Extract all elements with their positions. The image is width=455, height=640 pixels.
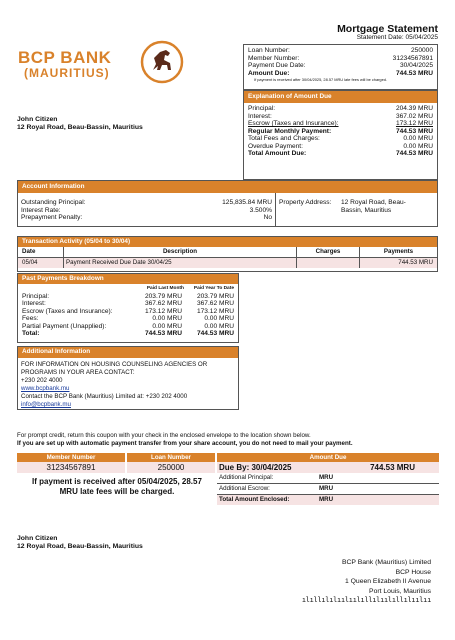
explanation-value: 367.02 MRU	[395, 112, 433, 120]
due-date-label: Payment Due Date:	[248, 62, 306, 70]
contact-info: Contact the BCP Bank (Mauritius) Limited at: +230 202 4000	[21, 393, 188, 401]
explanation-row	[248, 128, 433, 136]
due-date-value: 30/04/2025	[399, 62, 433, 70]
paid-last-month-value: 744.53 MRU	[144, 330, 182, 338]
coupon-due-by: Due By: 30/04/2025	[219, 463, 292, 472]
paid-last-month-value: 367.62 MRU	[144, 300, 182, 308]
explanation-label: Escrow (Taxes and Insurance):	[248, 120, 339, 128]
past-payment-label: Fees:	[22, 315, 39, 323]
col-payments: Payments	[383, 248, 414, 256]
coupon-loan-number: 250000	[127, 462, 215, 473]
row-date: 05/04	[18, 257, 64, 268]
bank-address-line1: BCP House	[395, 568, 431, 576]
row-payments: 744.53 MRU	[398, 259, 433, 267]
statement-title: Mortgage Statement	[337, 23, 438, 35]
past-payment-label: Total:	[22, 330, 40, 338]
transaction-activity-box	[17, 236, 438, 272]
brand-subname: (MAURITIUS)	[24, 66, 110, 80]
paid-last-month-value: 0.00 MRU	[152, 322, 182, 330]
paid-ytd-value: 0.00 MRU	[204, 315, 234, 323]
bank-name: BCP Bank (Mauritius) Limited	[341, 559, 431, 566]
mailing-customer-address: 12 Royal Road, Beau-Bassin, Mauritius	[17, 543, 143, 550]
outstanding-principal-label: Outstanding Principal:	[21, 199, 86, 206]
row-charges	[297, 257, 360, 268]
interest-rate-value: 3.500%	[249, 206, 272, 214]
past-payments-box	[17, 273, 239, 343]
additional-principal-label: Additional Principal:	[219, 474, 274, 481]
bank-logo	[14, 48, 204, 88]
brand-name: BCP BANK	[18, 48, 112, 67]
explanation-label: Total Amount Due:	[248, 150, 307, 158]
member-number-value: 31234567891	[392, 54, 433, 62]
paid-ytd-value: 367.62 MRU	[196, 300, 234, 308]
customer-address: 12 Royal Road, Beau-Bassin, Mauritius	[17, 124, 143, 131]
statement-date: Statement Date: 05/04/2025	[356, 34, 438, 41]
col-description: Description	[64, 247, 297, 257]
past-payment-row	[22, 315, 234, 323]
paid-last-month-value: 203.79 MRU	[144, 292, 182, 300]
amount-due-header: Amount Due	[217, 453, 439, 462]
paid-ytd-value: 744.53 MRU	[196, 330, 234, 338]
late-fee-note: If payment is received after 30/04/2025, 28.57 MRU late fees will be charged.	[254, 77, 388, 83]
prepayment-penalty-label: Prepayment Penalty:	[21, 214, 83, 222]
amount-due-value: 744.53 MRU	[395, 69, 433, 77]
past-payment-row	[22, 330, 234, 338]
transaction-table	[18, 247, 437, 268]
account-info-title: Account Information	[18, 181, 437, 193]
outstanding-principal-value: 125,835.84 MRU	[222, 199, 272, 206]
explanation-row	[248, 113, 433, 121]
additional-principal-field[interactable]: MRU	[319, 474, 334, 481]
paid-last-month-value: 0.00 MRU	[152, 315, 182, 323]
row-description: Payment Received Due Date 30/04/25	[64, 257, 297, 268]
auto-payment-note: If you are set up with automatic payment transfer from your share account, you do not need to mail your payment.	[17, 440, 353, 447]
explanation-value: 744.53 MRU	[395, 127, 433, 135]
paid-last-month-header: Paid Last Month	[146, 286, 184, 291]
loan-number-label: Loan Number:	[248, 47, 290, 54]
explanation-label: Total Fees and Charges:	[248, 135, 320, 143]
amount-due-label: Amount Due:	[248, 69, 290, 77]
loan-number-value: 250000	[410, 47, 433, 54]
bank-address-line2: 1 Queen Elizabeth II Avenue	[344, 578, 431, 586]
coupon-member-number: 31234567891	[17, 462, 125, 473]
email-link[interactable]: info@bcpbank.mu	[21, 401, 71, 409]
website-link[interactable]: www.bcpbank.mu	[21, 385, 70, 393]
explanation-value: 0.00 MRU	[403, 135, 433, 143]
explanation-value: 204.39 MRU	[395, 105, 433, 112]
explanation-value: 744.53 MRU	[395, 150, 433, 158]
paid-ytd-value: 203.79 MRU	[196, 292, 234, 300]
explanation-label: Principal:	[248, 105, 276, 112]
past-payment-row	[22, 308, 234, 316]
prepayment-penalty-value: No	[263, 214, 272, 222]
additional-escrow-label: Additional Escrow:	[219, 485, 270, 492]
explanation-value: 0.00 MRU	[403, 142, 433, 150]
col-date: Date	[18, 247, 64, 257]
customer-name: John Citizen	[17, 116, 58, 123]
past-payments-title: Past Payments Breakdown	[18, 274, 238, 284]
explanation-box	[243, 90, 438, 180]
bank-mailing-address	[302, 558, 431, 606]
past-payment-label: Escrow (Taxes and Insurance):	[22, 307, 113, 315]
counseling-info: FOR INFORMATION ON HOUSING COUNSELING AGENCIES OR PROGRAMS IN YOUR AREA CONTACT:	[21, 361, 208, 377]
summary-box	[243, 44, 438, 90]
account-info-box	[17, 180, 438, 227]
total-enclosed-field[interactable]: MRU	[319, 496, 334, 503]
explanation-row	[248, 120, 433, 128]
horse-logo-icon	[140, 40, 184, 84]
coupon-late-warning: If payment is received after 05/04/2025, 28.57 MRU late fees will be charged.	[32, 477, 202, 497]
paid-ytd-value: 0.00 MRU	[204, 322, 234, 330]
explanation-row	[248, 135, 433, 143]
additional-escrow-field[interactable]: MRU	[319, 485, 334, 492]
property-address-value: 12 Royal Road, Beau-Bassin, Mauritius	[341, 199, 406, 214]
interest-rate-label: Interest Rate:	[21, 206, 61, 214]
explanation-label: Overdue Payment:	[248, 142, 303, 150]
paid-ytd-header: Paid Year To Date	[193, 286, 234, 291]
past-payment-label: Interest:	[22, 300, 46, 308]
loan-number-header: Loan Number	[127, 453, 215, 462]
explanation-value: 173.12 MRU	[395, 120, 433, 128]
total-enclosed-label: Total Amount Enclosed:	[219, 496, 290, 503]
payment-coupon	[17, 453, 439, 507]
col-charges: Charges	[297, 247, 360, 257]
explanation-row	[248, 105, 433, 113]
past-payment-label: Partial Payment (Unapplied):	[22, 322, 107, 330]
member-number-header: Member Number	[17, 453, 125, 462]
member-number-label: Member Number:	[248, 54, 300, 62]
postal-barcode: ılıllılılıılıılıllılıılıllılıılıı	[301, 596, 431, 605]
additional-info-box	[17, 346, 239, 410]
additional-info-title: Additional Information	[18, 347, 238, 358]
past-payment-label: Principal:	[22, 292, 50, 300]
past-payment-row	[22, 293, 234, 301]
coupon-due-amount: 744.53 MRU	[370, 463, 415, 472]
paid-ytd-value: 173.12 MRU	[196, 307, 234, 315]
coupon-instruction: For prompt credit, return this coupon with your check in the enclosed envelope to the location shown below.	[17, 432, 311, 439]
past-payment-row	[22, 300, 234, 308]
explanation-row	[248, 150, 433, 158]
explanation-label: Interest:	[248, 112, 272, 120]
bank-address-line3: Port Louis, Mauritius	[369, 587, 431, 595]
counseling-phone: +230 202 4000	[21, 377, 63, 385]
past-payment-row	[22, 323, 234, 331]
table-row	[18, 257, 437, 268]
mailing-customer-name: John Citizen	[17, 535, 58, 542]
transaction-activity-title: Transaction Activity (05/04 to 30/04)	[18, 237, 437, 247]
property-address-label: Property Address:	[279, 199, 332, 206]
explanation-title: Explanation of Amount Due	[244, 91, 437, 103]
explanation-row	[248, 143, 433, 151]
explanation-label: Regular Monthly Payment:	[248, 127, 332, 135]
paid-last-month-value: 173.12 MRU	[144, 307, 182, 315]
